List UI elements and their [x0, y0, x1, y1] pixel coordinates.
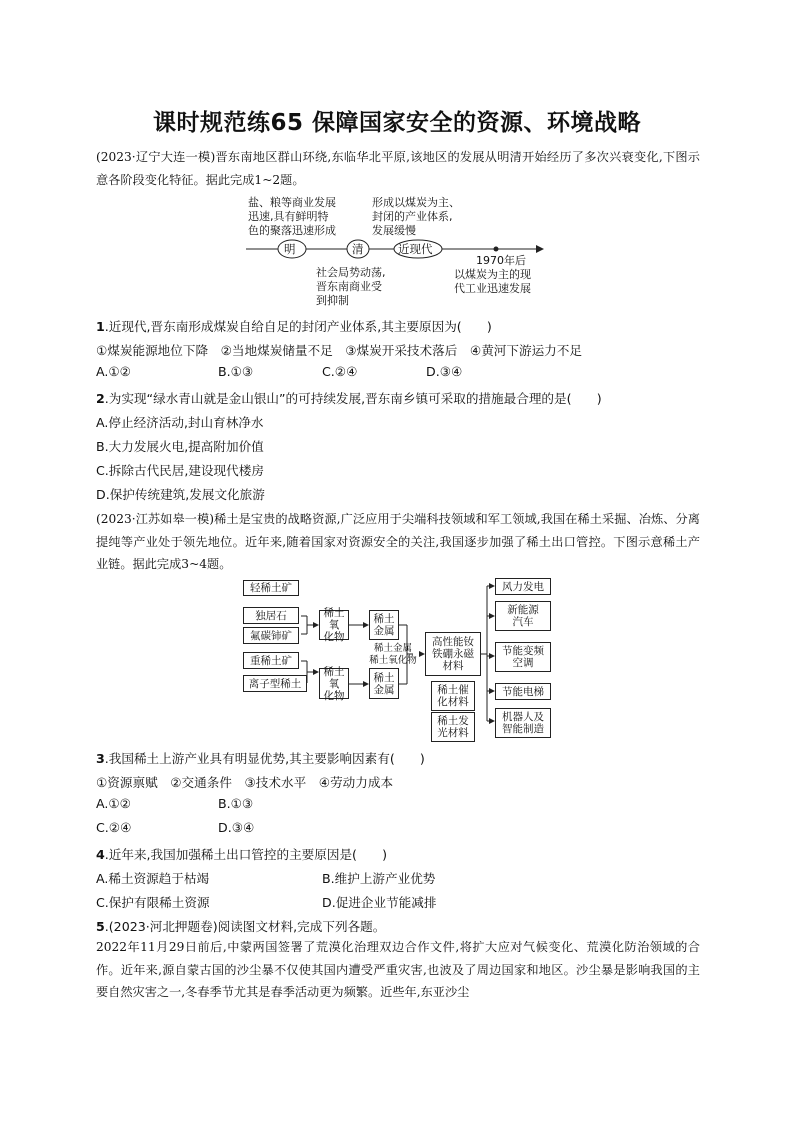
question-2-option-a: A.停止经济活动,封山育林净水: [96, 415, 264, 430]
question-4-option-a: A.稀土资源趋于枯竭: [96, 871, 210, 886]
app-wind-power-box: 风力发电: [495, 578, 551, 595]
question-1-stem: 1.近现代,晋东南形成煤炭自给自足的封闭产业体系,其主要原因为( ): [96, 319, 492, 334]
rare-earth-chain-diagram: [243, 578, 553, 743]
intro-paragraph-3: 2022年11月29日前后,中蒙两国签署了荒漠化治理双边合作文件,将扩大应对气候变化、荒漠化防治领域的合作。近年来,源自蒙古国的沙尘暴不仅使其国内遭受严重灾害,也波及了周边国家和地区。沙尘暴是影响我国的主要自然灾害之一,冬春季节尤其是春季活动更为频繁。近些年,东亚沙尘: [96, 940, 700, 999]
intro-paragraph-1: (2023·辽宁大连一模)晋东南地区群山环绕,东临华北平原,该地区的发展从明清开始经历了多次兴衰变化,下图示意各阶段变化特征。据此完成1~2题。: [96, 150, 700, 187]
timeline-text-top-left: 盐、粮等商业发展 迅速,具有鲜明特 色的聚落迅速形成: [248, 196, 336, 237]
question-5-stem: 5.(2023·河北押题卷)阅读图文材料,完成下列各题。: [96, 919, 386, 934]
question-3-option-c: C.②④: [96, 820, 132, 835]
timeline-year-label: 1970年后: [476, 254, 526, 267]
metal-box-2: 稀土 金属: [369, 668, 399, 699]
heavy-rare-earth-ore-box: 重稀土矿: [243, 652, 299, 669]
ionic-rare-earth-box: 离子型稀土: [243, 675, 307, 692]
luminescent-material-box: 稀土发 光材料: [431, 712, 475, 742]
question-3-stem: 3.我国稀土上游产业具有明显优势,其主要影响因素有( ): [96, 751, 425, 766]
timeline-text-bottom-right: 以煤炭为主的现 代工业迅速发展: [454, 268, 531, 295]
intro-paragraph-2: (2023·江苏如皋一模)稀土是宝贵的战略资源,广泛应用于尖端科技领域和军工领域,我国在稀土采掘、冶炼、分离提纯等产业处于领先地位。近年来,随着国家对资源安全的关注,我国逐步加强了稀土出口管控。下图示意稀土产业链。据此完成3~4题。: [96, 512, 700, 571]
question-3-option-d: D.③④: [218, 820, 255, 835]
question-4-option-d: D.促进企业节能减排: [322, 895, 437, 910]
metal-box-1: 稀土 金属: [369, 610, 399, 640]
app-new-energy-vehicle-box: 新能源 汽车: [495, 601, 551, 631]
question-4-stem: 4.近年来,我国加强稀土出口管控的主要原因是( ): [96, 847, 388, 862]
question-2-option-d: D.保护传统建筑,发展文化旅游: [96, 487, 265, 502]
app-robot-box: 机器人及 智能制造: [495, 708, 551, 738]
app-elevator-box: 节能电梯: [495, 683, 551, 700]
question-3-option-b: B.①③: [218, 796, 254, 811]
question-1-option-d: D.③④: [426, 364, 463, 379]
question-1-option-c: C.②④: [322, 364, 358, 379]
timeline-diagram: [240, 192, 560, 310]
light-rare-earth-ore-box: 轻稀土矿: [243, 580, 299, 596]
question-2-option-b: B.大力发展火电,提高附加价值: [96, 439, 264, 454]
timeline-node-modern: 近现代: [398, 242, 433, 256]
page-title: 课时规范练65 保障国家安全的资源、环境战略: [152, 110, 641, 136]
timeline-text-bottom-left: 社会局势动荡, 晋东南商业受 到抑制: [316, 266, 386, 307]
catalyst-material-box: 稀土催 化材料: [431, 681, 475, 711]
question-4-option-b: B.维护上游产业优势: [322, 871, 436, 886]
question-4-option-c: C.保护有限稀土资源: [96, 895, 210, 910]
oxide-box-2: 稀土氧 化物: [319, 668, 349, 699]
bastnasite-box: 氟碳铈矿: [243, 627, 299, 644]
question-3-items: ①资源禀赋 ②交通条件 ③技术水平 ④劳动力成本: [96, 775, 394, 790]
question-1-option-b: B.①③: [218, 364, 254, 379]
timeline-text-top-right: 形成以煤炭为主、 封闭的产业体系, 发展缓慢: [372, 196, 460, 237]
question-2-option-c: C.拆除古代民居,建设现代楼房: [96, 463, 264, 478]
question-2-stem: 2.为实现“绿水青山就是金山银山”的可持续发展,晋东南乡镇可采取的措施最合理的是( ): [96, 391, 602, 406]
question-1-items: ①煤炭能源地位下降 ②当地煤炭储量不足 ③煤炭开采技术落后 ④黄河下游运力不足: [96, 343, 582, 358]
app-inverter-ac-box: 节能变频 空调: [495, 642, 551, 672]
timeline-node-qing: 清: [352, 242, 364, 256]
question-1-option-a: A.①②: [96, 364, 131, 379]
timeline-node-ming: 明: [284, 242, 296, 256]
monazite-box: 独居石: [243, 607, 299, 624]
ndfeb-magnet-box: 高性能钕 铁硼永磁 材料: [425, 632, 481, 676]
oxide-box-1: 稀土氧 化物: [319, 610, 349, 640]
question-3-option-a: A.①②: [96, 796, 131, 811]
mixed-metal-oxide-label: 稀土金属 稀土氧化物: [369, 643, 417, 666]
